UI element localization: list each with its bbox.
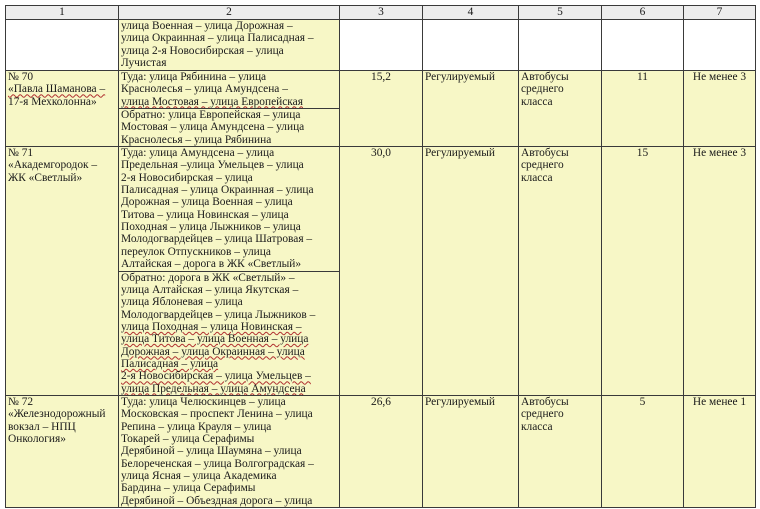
header-col-6: 6 — [602, 6, 684, 20]
route-number-cell — [6, 147, 119, 396]
route-count: 5 — [602, 395, 684, 507]
table-row — [6, 395, 756, 507]
path-line: Московская – проспект Ленина – улица — [121, 408, 313, 421]
path-line: Обратно: дорога в ЖК «Светлый» – — [121, 271, 295, 284]
path-line: Обратно: улица Европейская – улица — [121, 109, 301, 122]
vehicle-line: класса — [521, 171, 553, 184]
vehicle-line: среднего — [521, 83, 564, 96]
vehicle-line: класса — [521, 420, 553, 433]
path-line: улица Алтайская – улица Якутская – — [121, 283, 299, 296]
route-number-cell — [6, 395, 119, 507]
header-col-7: 7 — [684, 6, 756, 20]
route-min-count: Не менее 3 — [684, 71, 756, 147]
route-length: 26,6 — [340, 395, 423, 507]
route-forward-cell — [119, 147, 340, 271]
route-vehicle-cell — [519, 71, 602, 147]
path-line: улица Яблоневая – улица — [121, 296, 243, 309]
route-number: № 70 — [8, 71, 34, 83]
path-line: улица Военная – улица Дорожная – — [121, 20, 293, 32]
table-row — [6, 71, 756, 109]
header-row — [6, 6, 756, 20]
header-col-4: 4 — [423, 6, 519, 20]
route-count: 11 — [602, 71, 684, 147]
path-line: Туда: улица Амундсена – улица — [121, 147, 275, 160]
vehicle-line: класса — [521, 95, 553, 108]
route-length: 15,2 — [340, 71, 423, 147]
path-line: Мостовая – улица Амундсена – улица — [121, 121, 305, 134]
route-forward-cell — [119, 71, 340, 109]
path-line: улица Титова – улица Военная – улица — [121, 333, 309, 346]
path-line: Дерябиной – улица Шаумяна – улица — [121, 445, 302, 458]
route-name-line: 17-я Мехколонна» — [8, 95, 97, 108]
path-line: Репина – улица Крауля – улица — [121, 420, 272, 433]
route-name-line: ЖК «Светлый» — [8, 171, 83, 184]
route-number-cell — [6, 71, 119, 147]
continuation-row — [6, 20, 756, 71]
continuation-path-cell — [119, 20, 340, 71]
path-line: 2-я Новосибирская – улица Умельцев – — [121, 370, 311, 383]
route-name-line: вокзал – НПЦ — [8, 420, 76, 433]
vehicle-line: Автобусы — [521, 395, 569, 408]
path-line: улица Походная – улица Новинская – — [121, 320, 302, 333]
path-line: Алтайская – дорога в ЖК «Светлый» — [121, 258, 302, 271]
route-vehicle-cell — [519, 395, 602, 507]
path-line: Лучистая — [121, 57, 167, 70]
path-line: Бардина – улица Серафимы — [121, 482, 256, 495]
path-line: Палисадная – улица — [121, 357, 219, 370]
path-line: Дорожная – улица Окраинная – улица — [121, 345, 305, 358]
route-name-line: Онкология» — [8, 432, 66, 445]
route-min-count: Не менее 3 — [684, 147, 756, 396]
path-line: улица Окраинная – улица Палисадная – — [121, 32, 314, 45]
header-col-5: 5 — [519, 6, 602, 20]
path-line: улица Предельная – улица Амундсена — [121, 382, 306, 395]
path-line: улица Мостовая – улица Европейская — [121, 95, 303, 108]
route-min-count: Не менее 1 — [684, 395, 756, 507]
route-back-cell — [119, 271, 340, 395]
path-line: Туда: улица Рябинина – улица — [121, 71, 267, 83]
path-line: Палисадная – улица Окраинная – улица — [121, 184, 314, 197]
route-name-line: «Павла Шаманова – — [8, 83, 106, 96]
path-line: Молодогвардейцев – улица Лыжников – — [121, 308, 316, 321]
vehicle-line: Автобусы — [521, 147, 569, 160]
route-forward-cell — [119, 395, 340, 507]
route-length: 30,0 — [340, 147, 423, 396]
route-back-cell — [119, 109, 340, 147]
path-line: Белореченская – улица Волгоградская – — [121, 457, 314, 470]
vehicle-line: Автобусы — [521, 71, 569, 83]
routes-table — [5, 5, 756, 508]
header-col-1: 1 — [6, 6, 119, 20]
table-row — [6, 147, 756, 271]
route-number: № 71 — [8, 147, 34, 160]
route-number: № 72 — [8, 395, 34, 408]
path-line: Дерябиной – Объездная дорога – улица — [121, 494, 313, 507]
path-line: улица Ясная – улица Академика — [121, 470, 277, 482]
route-vehicle-cell — [519, 147, 602, 396]
continuation-number-cell — [6, 20, 119, 71]
path-line: Дорожная – улица Военная – улица — [121, 196, 293, 209]
route-regulation: Регулируемый — [423, 147, 519, 396]
path-line: переулок Отпускников – улица — [121, 245, 271, 258]
header-col-2: 2 — [119, 6, 340, 20]
path-line: Токарей – улица Серафимы — [121, 432, 255, 445]
path-line: Походная – улица Лыжников – улица — [121, 221, 301, 234]
path-line: 2-я Новосибирская – улица — [121, 171, 253, 184]
header-col-3: 3 — [340, 6, 423, 20]
path-line: Предельная –улица Умельцев – улица — [121, 159, 304, 172]
path-line: Краснолесья – улица Амундсена – — [121, 83, 288, 96]
path-line: улица 2-я Новосибирская – улица — [121, 44, 284, 57]
path-line: Титова – улица Новинская – улица — [121, 208, 289, 221]
route-name-line: «Железнодорожный — [8, 408, 106, 421]
route-count: 15 — [602, 147, 684, 396]
route-regulation: Регулируемый — [423, 395, 519, 507]
vehicle-line: среднего — [521, 159, 564, 172]
vehicle-line: среднего — [521, 408, 564, 421]
route-name-line: «Академгородок – — [8, 159, 98, 172]
path-line: Молодогвардейцев – улица Шатровая – — [121, 233, 313, 246]
route-regulation: Регулируемый — [423, 71, 519, 147]
path-line: Краснолесья – улица Рябинина — [121, 133, 272, 146]
path-line: Туда: улица Челюскинцев – улица — [121, 395, 286, 408]
